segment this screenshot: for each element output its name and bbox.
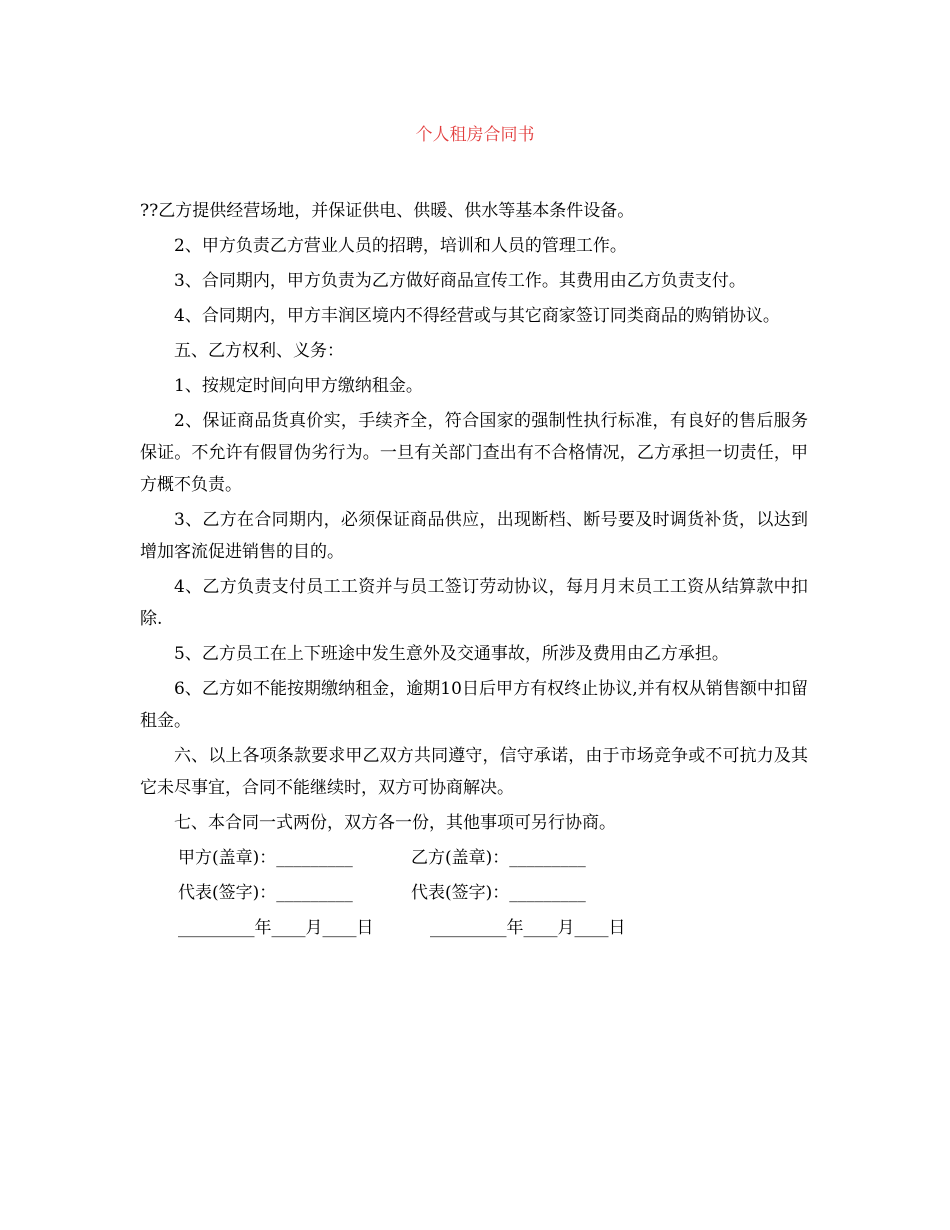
paragraph: 4、合同期内，甲方丰润区境内不得经营或与其它商家签订同类商品的购销协议。 xyxy=(174,306,780,326)
party-b-seal-field: 乙方(盖章)：_________ xyxy=(411,848,586,868)
paragraph: 5、乙方员工在上下班途中发生意外及交通事故，所涉及费用由乙方承担。 xyxy=(174,644,729,664)
section-heading: 五、乙方权利、义务： xyxy=(174,341,344,361)
paragraph: 2、保证商品货真价实，手续齐全，符合国家的强制性执行标准，有良好的售后服务保证。不允许有假冒伪劣行为。一旦有关部门查出有不合格情况，乙方承担一切责任，甲方概不负责。 xyxy=(140,411,808,495)
section-heading: 六、以上各项条款要求甲乙双方共同遵守，信守承诺，由于市场竞争或不可抗力及其它未尽事宜，合同不能继续时，双方可协商解决。 xyxy=(140,746,808,798)
party-b-representative-field: 代表(签字)：_________ xyxy=(411,883,586,903)
party-b-date-field: _________年____月____日 xyxy=(430,918,626,938)
paragraph: 2、甲方负责乙方营业人员的招聘，培训和人员的管理工作。 xyxy=(174,236,627,256)
paragraph: 3、乙方在合同期内，必须保证商品供应，出现断档、断号要及时调货补货，以达到增加客流促进销售的目的。 xyxy=(140,510,808,562)
document-title: 个人租房合同书 xyxy=(415,125,535,145)
party-a-date-field: _________年____月____日 xyxy=(178,918,374,938)
party-a-representative-field: 代表(签字)：_________ xyxy=(178,883,353,903)
section-heading: 七、本合同一式两份，双方各一份，其他事项可另行协商。 xyxy=(174,813,616,833)
paragraph: 6、乙方如不能按期缴纳租金，逾期10日后甲方有权终止协议,并有权从销售额中扣留租金。 xyxy=(140,679,808,731)
document-body xyxy=(140,195,808,947)
paragraph: 4、乙方负责支付员工工资并与员工签订劳动协议，每月月末员工工资从结算款中扣除. xyxy=(140,577,808,629)
signature-row-representative xyxy=(140,877,808,909)
paragraph: 1、按规定时间向甲方缴纳租金。 xyxy=(174,376,423,396)
paragraph: 3、合同期内，甲方负责为乙方做好商品宣传工作。其费用由乙方负责支付。 xyxy=(174,271,746,291)
paragraph: ??乙方提供经营场地，并保证供电、供暖、供水等基本条件设备。 xyxy=(140,201,635,221)
party-a-seal-field: 甲方(盖章)：_________ xyxy=(178,848,353,868)
signature-row-date xyxy=(140,912,808,944)
signature-row-seal xyxy=(140,842,808,874)
